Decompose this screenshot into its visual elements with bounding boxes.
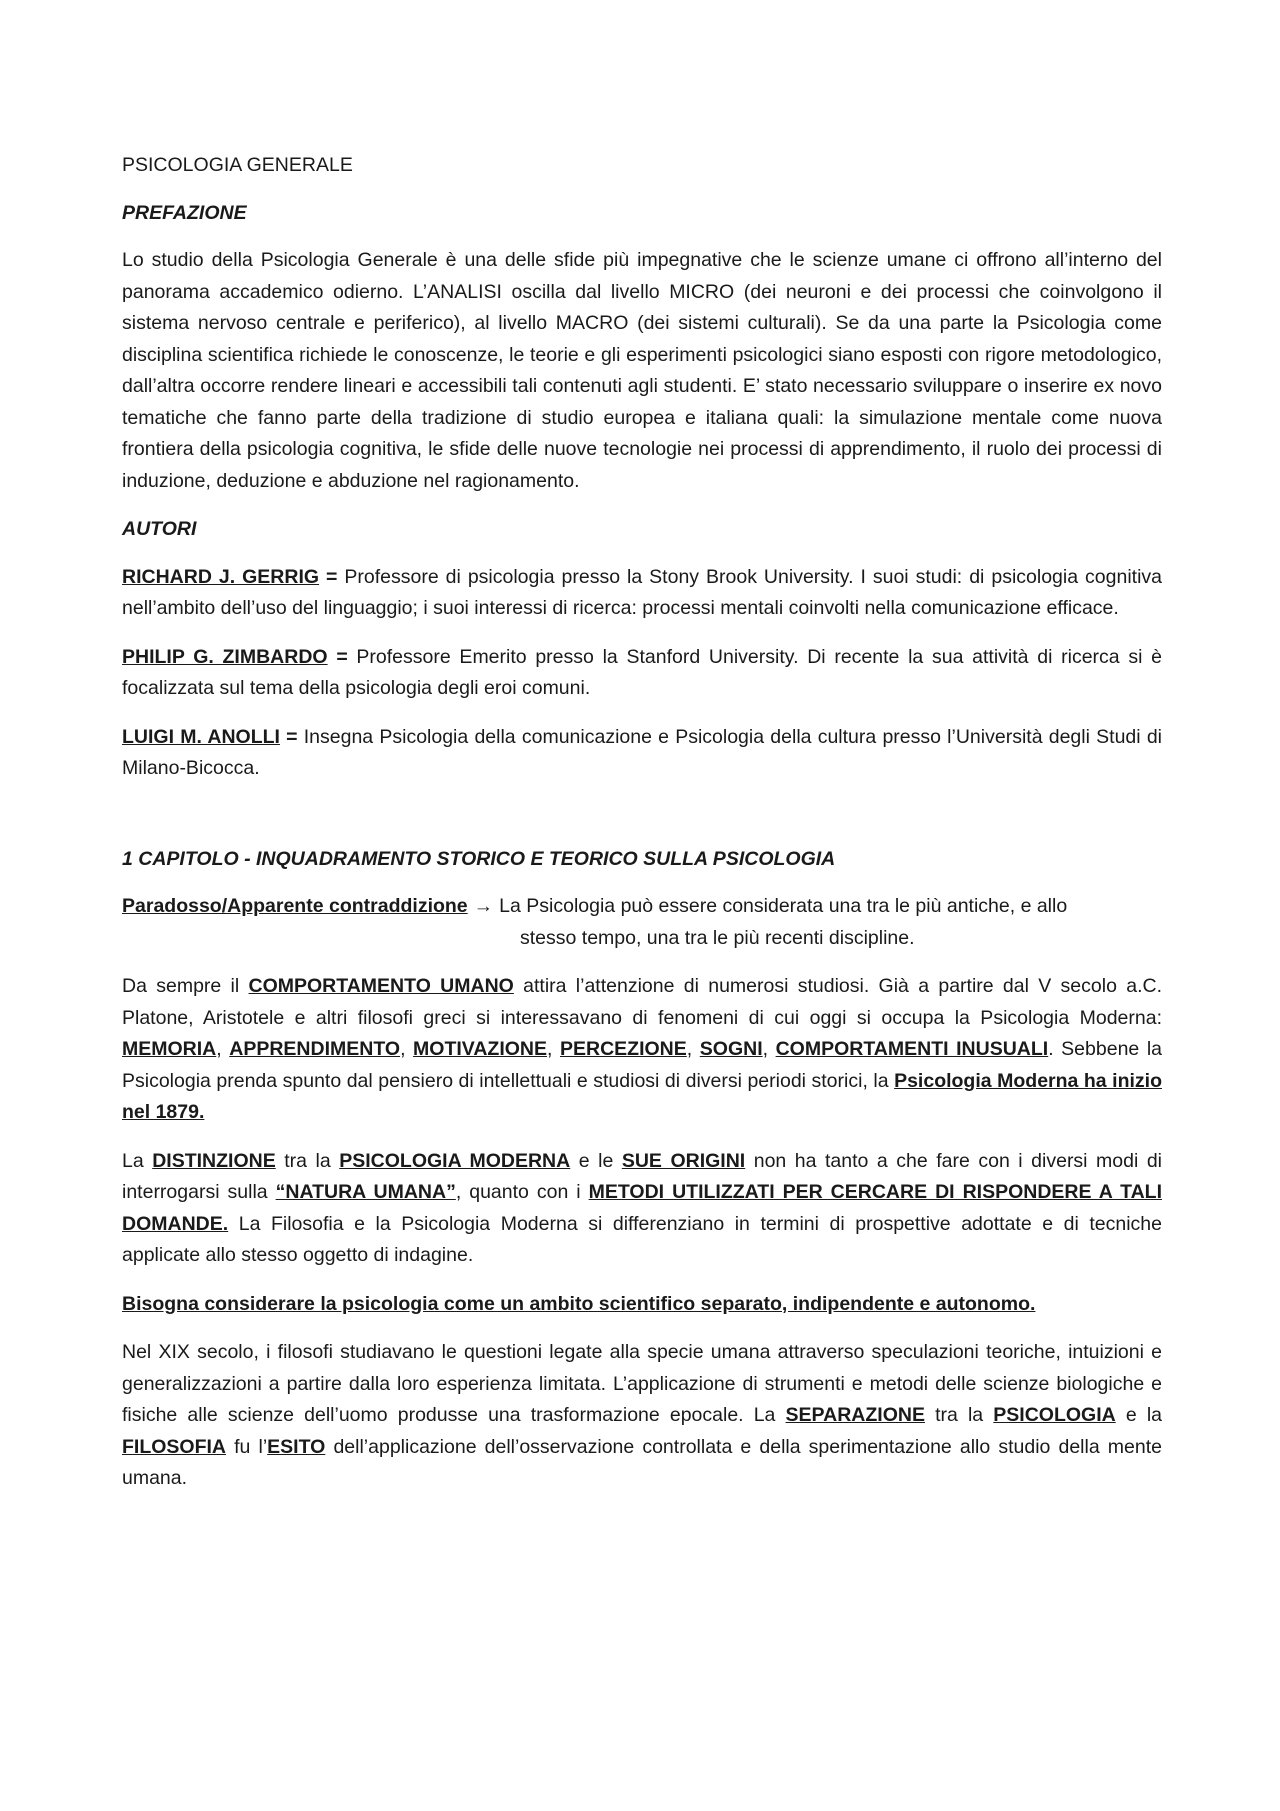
paradox-term: Paradosso/Apparente contraddizione: [122, 895, 468, 917]
text-run: e la: [1115, 1404, 1163, 1426]
author-description: Professore di psicologia presso la Stony Brook University. I suoi studi: di psicologia cognitiva nell’ambito dell’uso del linguaggio; i suoi interessi di ricerca: processi mentali coinvolti nella comunicazione efficace.: [122, 565, 1163, 619]
paradox-line-1: [122, 891, 1162, 923]
author-separator: =: [319, 565, 345, 588]
document-title: PSICOLOGIA GENERALE: [122, 154, 353, 176]
authors-heading: AUTORI: [122, 518, 197, 540]
keyword: SEPARAZIONE: [785, 1404, 925, 1426]
keyword: APPRENDIMENTO: [229, 1038, 401, 1060]
document-body: [122, 150, 1162, 1512]
arrow-right-icon: →: [473, 895, 494, 917]
author-entry-gerrig: [122, 562, 1162, 625]
preface-heading: PREFAZIONE: [122, 201, 247, 224]
text-run: ,: [400, 1038, 414, 1060]
keyword: PERCEZIONE: [560, 1038, 687, 1060]
text-run: non ha tanto a che fare con i diversi modi di interrogarsi sulla: [122, 1149, 1163, 1203]
text-run: ,: [686, 1038, 700, 1060]
text-run: ,: [547, 1038, 560, 1060]
author-entry-anolli: [122, 722, 1162, 785]
text-run: Nel XIX secolo, i filosofi studiavano le questioni legate alla specie umana attraverso speculazioni teoriche, intuizioni e generalizzazioni a partire dalla loro esperienza limitata. L’applicazione di strumenti e metodi delle scienze biologiche e fisiche alle scienze dell’uomo produsse una trasformazione epocale. La: [122, 1341, 1162, 1426]
keyword: SOGNI: [699, 1038, 763, 1060]
paradox-text-line-2: stesso tempo, una tra le più recenti discipline.: [520, 926, 915, 949]
author-separator: =: [327, 645, 357, 668]
chapter-paragraph-2: [122, 1146, 1162, 1272]
author-separator: =: [279, 725, 304, 748]
text-run: ,: [762, 1038, 776, 1060]
text-run: ,: [216, 1038, 230, 1060]
author-description: Insegna Psicologia della comunicazione e Psicologia della cultura presso l’Università degli Studi di Milano-Bicocca.: [122, 725, 1162, 779]
text-run: dell’applicazione dell’osservazione controllata e della sperimentazione allo studio della mente umana.: [122, 1435, 1162, 1489]
keyword: Psicologia Moderna ha inizio nel 1879.: [122, 1069, 1162, 1123]
author-entry-zimbardo: [122, 642, 1162, 705]
keyword: METODI UTILIZZATI PER CERCARE DI RISPONDERE A TALI DOMANDE.: [122, 1181, 1162, 1235]
keyword: Bisogna considerare la psicologia come un ambito scientifico separato, indipendente e autonomo.: [122, 1292, 1036, 1315]
chapter-heading: 1 CAPITOLO - INQUADRAMENTO STORICO E TEORICO SULLA PSICOLOGIA: [122, 847, 836, 870]
keyword: MOTIVAZIONE: [413, 1038, 548, 1060]
keyword: MEMORIA: [122, 1038, 217, 1060]
author-description: Professore Emerito presso la Stanford University. Di recente la sua attività di ricerca si è focalizzata sul tema della psicologia degli eroi comuni.: [122, 645, 1162, 699]
keyword: ESITO: [267, 1435, 326, 1458]
text-run: fu l’: [226, 1435, 268, 1458]
paradox-block: [122, 891, 1162, 954]
keyword: SUE ORIGINI: [621, 1149, 746, 1172]
keyword: COMPORTAMENTO UMANO: [248, 975, 514, 997]
text-run: tra la: [924, 1404, 994, 1426]
text-run: La Filosofia e la Psicologia Moderna si differenziano in termini di prospettive adottate e di tecniche applicate allo stesso oggetto di indagine.: [122, 1212, 1162, 1266]
keyword: DISTINZIONE: [152, 1149, 276, 1172]
keyword: PSICOLOGIA MODERNA: [339, 1149, 571, 1172]
keyword: COMPORTAMENTI INUSUALI: [775, 1038, 1049, 1060]
keyword: FILOSOFIA: [122, 1435, 226, 1458]
keyword: PSICOLOGIA: [993, 1404, 1116, 1426]
chapter-key-statement: [122, 1289, 1162, 1321]
author-name: RICHARD J. GERRIG: [122, 565, 320, 588]
text-run: e le: [570, 1149, 622, 1172]
author-name: LUIGI M. ANOLLI: [122, 725, 280, 748]
paradox-text-line-1: La Psicologia può essere considerata una tra le più antiche, e allo: [499, 895, 1068, 917]
chapter-paragraph-4: [122, 1337, 1162, 1495]
text-run: Da sempre il: [122, 975, 249, 997]
text-run: . Sebbene la Psicologia prenda spunto dal pensiero di intellettuali e studiosi di diversi periodi storici, la: [122, 1038, 1162, 1092]
author-name: PHILIP G. ZIMBARDO: [122, 645, 328, 668]
keyword: “NATURA UMANA”: [275, 1181, 456, 1203]
chapter-paragraph-1: [122, 971, 1162, 1129]
text-run: tra la: [275, 1149, 340, 1172]
text-run: La: [122, 1149, 153, 1172]
section-spacer: [122, 802, 1162, 844]
preface-paragraph: Lo studio della Psicologia Generale è una delle sfide più impegnative che le scienze umane ci offrono all’interno del panorama accademico odierno. L’ANALISI oscilla dal livello MICRO (dei neuroni e dei processi che coinvolgono il sistema nervoso centrale e periferico), al livello MACRO (dei sistemi culturali). Se da una parte la Psicologia come disciplina scientifica richiede le conoscenze, le teorie e gli esperimenti psicologici siano esposti con rigore metodologico, dall’altra occorre rendere lineari e accessibili tali contenuti agli studenti. E’ stato necessario sviluppare o inserire ex novo tematiche che fanno parte della tradizione di studio europea e italiana quali: la simulazione mentale come nuova frontiera della psicologia cognitiva, le sfide delle nuove tecnologie nei processi di apprendimento, il ruolo dei processi di induzione, deduzione e abduzione nel ragionamento.: [122, 249, 1162, 492]
text-run: , quanto con i: [455, 1181, 589, 1203]
text-run: attira l’attenzione di numerosi studiosi. Già a partire dal V secolo a.C. Platone, Aristotele e altri filosofi greci si interessavano di fenomeni di cui oggi si occupa la Psicologia Moderna:: [122, 975, 1162, 1029]
